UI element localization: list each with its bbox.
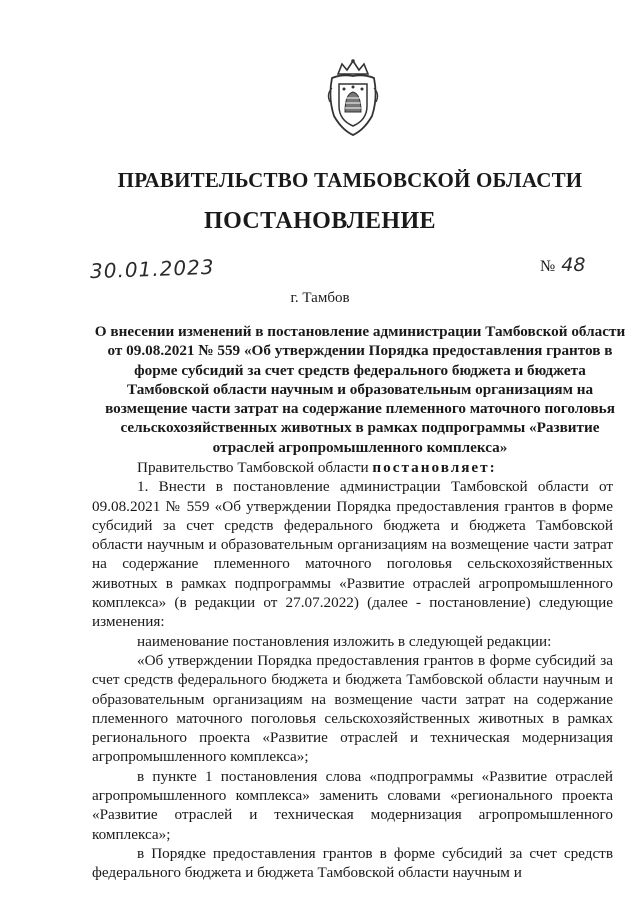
body-paragraph: в Порядке предоставления грантов в форме субсидий за счет средств федерального бюджета и бюджета Тамбовской области научным и [92, 844, 613, 882]
city-line: г. Тамбов [290, 290, 350, 306]
body-paragraph: в пункте 1 постановления слова «подпрограммы «Развитие отраслей агропромышленного комплекса» заменить словами «регионального проекта «Развитие отраслей и техническая модернизация агропромышленного комплекса»; [92, 767, 613, 843]
decree-intro [92, 458, 613, 477]
document-number [540, 254, 585, 276]
body-paragraph: 1. Внести в постановление администрации Тамбовской области от 09.08.2021 № 559 «Об утверждении Порядка предоставления грантов в форме субсидий за счет средств федерального бюджета и бюджета Тамбовской области научным и образовательным организациям на возмещение части затрат на содержание племенного маточного поголовья сельскохозяйственных животных в рамках подпрограммы «Развитие отраслей агропромышленного комплекса» (в редакции от 27.07.2022) (далее - постановление) следующие изменения: [92, 478, 613, 631]
government-title: ПРАВИТЕЛЬСТВО ТАМБОВСКОЙ ОБЛАСТИ [117, 168, 583, 192]
document-type: ПОСТАНОВЛЕНИЕ [204, 208, 436, 234]
decree-word: постановляет: [372, 459, 497, 476]
document-subject: О внесении изменений в постановление администрации Тамбовской области от 09.08.2021 № 559 «Об утверждении Порядка предоставления грантов в форме субсидий за счет средств федерального бюджета и бюджета Тамбовской области научным и образовательным организациям на возмещение части затрат на содержание племенного маточного поголовья сельскохозяйственных животных в рамках подпрограммы «Развитие отраслей агропромышленного комплекса» [94, 323, 626, 456]
document-body [92, 458, 613, 883]
document-date: 30.01.2023 [89, 254, 215, 284]
intro-text: Правительство Тамбовской области [137, 459, 373, 476]
number-prefix: № [540, 258, 556, 275]
number-value: 48 [561, 254, 586, 276]
coat-of-arms-emblem [324, 58, 382, 138]
body-paragraph: «Об утверждении Порядка предоставления грантов в форме субсидий за счет средств федерального бюджета и бюджета Тамбовской области научным и образовательным организациям на возмещение части затрат на содержание племенного маточного поголовья сельскохозяйственных животных в рамках регионального проекта «Развитие отраслей и техническая модернизация агропромышленного комплекса»; [92, 651, 613, 766]
body-paragraph: наименование постановления изложить в следующей редакции: [137, 632, 552, 650]
